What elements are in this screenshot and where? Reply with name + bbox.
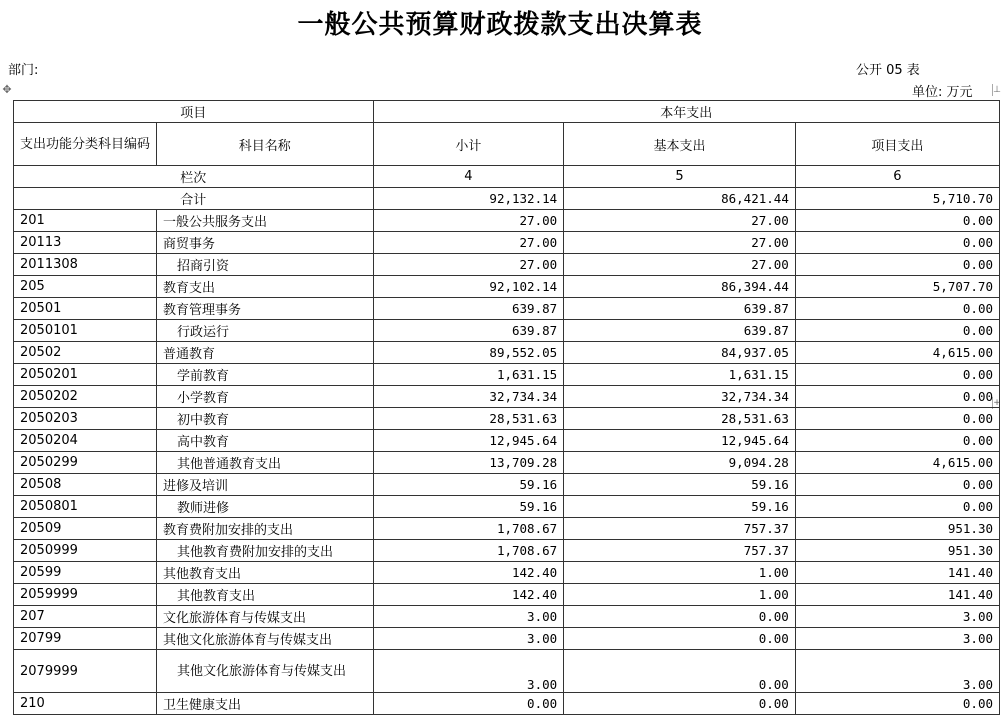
row-project: 0.00 (795, 496, 999, 518)
row-code: 2011308 (14, 254, 157, 276)
expenditure-table (13, 100, 1000, 715)
row-code: 20502 (14, 342, 157, 364)
table-row (14, 210, 1000, 232)
table-row (14, 584, 1000, 606)
row-name: 卫生健康支出 (157, 693, 374, 715)
row-code: 201 (14, 210, 157, 232)
row-project: 5,707.70 (795, 276, 999, 298)
row-code: 20599 (14, 562, 157, 584)
row-basic: 28,531.63 (564, 408, 796, 430)
row-code: 210 (14, 693, 157, 715)
row-name: 高中教育 (157, 430, 374, 452)
row-code: 2079999 (14, 650, 157, 693)
row-basic: 59.16 (564, 496, 796, 518)
row-name: 其他教育费附加安排的支出 (157, 540, 374, 562)
table-row (14, 650, 1000, 693)
row-basic: 1.00 (564, 562, 796, 584)
row-name: 其他教育支出 (157, 584, 374, 606)
row-subtotal: 27.00 (373, 232, 564, 254)
row-project: 3.00 (795, 628, 999, 650)
row-basic: 27.00 (564, 210, 796, 232)
row-subtotal: 13,709.28 (373, 452, 564, 474)
row-subtotal: 1,631.15 (373, 364, 564, 386)
row-basic: 12,945.64 (564, 430, 796, 452)
row-subtotal: 3.00 (373, 650, 564, 693)
table-row (14, 606, 1000, 628)
row-code: 2050201 (14, 364, 157, 386)
row-code: 2050999 (14, 540, 157, 562)
table-row (14, 474, 1000, 496)
row-basic: 1.00 (564, 584, 796, 606)
row-subtotal: 12,945.64 (373, 430, 564, 452)
row-project: 0.00 (795, 210, 999, 232)
row-basic: 84,937.05 (564, 342, 796, 364)
row-code: 205 (14, 276, 157, 298)
column-index-6: 6 (795, 166, 999, 188)
row-code: 2050101 (14, 320, 157, 342)
row-name: 其他文化旅游体育与传媒支出 (157, 628, 374, 650)
header-subtotal: 小计 (373, 123, 564, 166)
table-row (14, 320, 1000, 342)
total-basic: 86,421.44 (564, 188, 796, 210)
row-name: 一般公共服务支出 (157, 210, 374, 232)
row-basic: 0.00 (564, 650, 796, 693)
row-name: 小学教育 (157, 386, 374, 408)
row-project: 0.00 (795, 474, 999, 496)
row-code: 2050299 (14, 452, 157, 474)
row-basic: 27.00 (564, 232, 796, 254)
row-project: 0.00 (795, 430, 999, 452)
row-project: 141.40 (795, 584, 999, 606)
row-project: 0.00 (795, 364, 999, 386)
total-label: 合计 (14, 188, 374, 210)
row-basic: 9,094.28 (564, 452, 796, 474)
row-name: 教育费附加安排的支出 (157, 518, 374, 540)
row-project: 0.00 (795, 408, 999, 430)
row-project: 3.00 (795, 606, 999, 628)
table-row (14, 276, 1000, 298)
row-basic: 639.87 (564, 320, 796, 342)
total-project: 5,710.70 (795, 188, 999, 210)
row-name: 文化旅游体育与传媒支出 (157, 606, 374, 628)
row-name: 行政运行 (157, 320, 374, 342)
total-row (14, 188, 1000, 210)
row-name: 普通教育 (157, 342, 374, 364)
row-name: 教师进修 (157, 496, 374, 518)
row-name: 教育支出 (157, 276, 374, 298)
header-basic: 基本支出 (564, 123, 796, 166)
row-code: 2050202 (14, 386, 157, 408)
row-subtotal: 3.00 (373, 606, 564, 628)
table-row (14, 232, 1000, 254)
row-basic: 757.37 (564, 518, 796, 540)
row-basic: 0.00 (564, 606, 796, 628)
edge-marker-icon: + (993, 398, 1001, 408)
total-subtotal: 92,132.14 (373, 188, 564, 210)
row-subtotal: 142.40 (373, 584, 564, 606)
row-project: 4,615.00 (795, 452, 999, 474)
row-subtotal: 59.16 (373, 496, 564, 518)
header-row (14, 101, 1000, 123)
table-row (14, 430, 1000, 452)
row-code: 20113 (14, 232, 157, 254)
header-code: 支出功能分类科目编码 (14, 123, 157, 166)
table-row (14, 408, 1000, 430)
table-row (14, 298, 1000, 320)
header-row (14, 123, 1000, 166)
row-subtotal: 27.00 (373, 210, 564, 232)
table-row (14, 693, 1000, 715)
row-name: 商贸事务 (157, 232, 374, 254)
row-basic: 1,631.15 (564, 364, 796, 386)
table-row (14, 386, 1000, 408)
header-project: 项目 (14, 101, 374, 123)
unit-label: 单位: 万元 (912, 85, 973, 100)
row-code: 2050801 (14, 496, 157, 518)
table-row (14, 342, 1000, 364)
row-basic: 86,394.44 (564, 276, 796, 298)
header-project-expense: 项目支出 (795, 123, 999, 166)
row-subtotal: 1,708.67 (373, 518, 564, 540)
row-subtotal: 92,102.14 (373, 276, 564, 298)
row-project: 0.00 (795, 386, 999, 408)
row-code: 20508 (14, 474, 157, 496)
row-project: 141.40 (795, 562, 999, 584)
edge-marker-icon: ⊥ (993, 85, 1001, 95)
row-project: 0.00 (795, 254, 999, 276)
header-name: 科目名称 (157, 123, 374, 166)
table-row (14, 628, 1000, 650)
row-project: 3.00 (795, 650, 999, 693)
row-subtotal: 3.00 (373, 628, 564, 650)
row-basic: 0.00 (564, 693, 796, 715)
report-title: 一般公共预算财政拨款支出决算表 (297, 10, 703, 40)
row-name: 初中教育 (157, 408, 374, 430)
row-subtotal: 89,552.05 (373, 342, 564, 364)
row-subtotal: 639.87 (373, 298, 564, 320)
row-subtotal: 32,734.34 (373, 386, 564, 408)
table-row (14, 540, 1000, 562)
row-basic: 27.00 (564, 254, 796, 276)
row-subtotal: 1,708.67 (373, 540, 564, 562)
row-code: 207 (14, 606, 157, 628)
column-index-label: 栏次 (14, 166, 374, 188)
row-subtotal: 59.16 (373, 474, 564, 496)
row-code: 20501 (14, 298, 157, 320)
row-project: 4,615.00 (795, 342, 999, 364)
row-subtotal: 27.00 (373, 254, 564, 276)
table-row (14, 496, 1000, 518)
row-basic: 0.00 (564, 628, 796, 650)
row-name: 招商引资 (157, 254, 374, 276)
column-index-row (14, 166, 1000, 188)
department-label: 部门: (8, 63, 39, 78)
row-project: 0.00 (795, 320, 999, 342)
row-code: 20799 (14, 628, 157, 650)
row-project: 0.00 (795, 298, 999, 320)
header-current-year: 本年支出 (373, 101, 999, 123)
row-basic: 757.37 (564, 540, 796, 562)
row-name: 其他文化旅游体育与传媒支出 (157, 650, 374, 693)
row-name: 教育管理事务 (157, 298, 374, 320)
row-name: 学前教育 (157, 364, 374, 386)
row-name: 进修及培训 (157, 474, 374, 496)
column-index-4: 4 (373, 166, 564, 188)
row-code: 2050203 (14, 408, 157, 430)
row-project: 0.00 (795, 232, 999, 254)
row-basic: 59.16 (564, 474, 796, 496)
table-row (14, 452, 1000, 474)
row-project: 951.30 (795, 540, 999, 562)
row-basic: 639.87 (564, 298, 796, 320)
table-row (14, 518, 1000, 540)
row-name: 其他普通教育支出 (157, 452, 374, 474)
table-row (14, 254, 1000, 276)
row-subtotal: 28,531.63 (373, 408, 564, 430)
row-code: 2050204 (14, 430, 157, 452)
row-subtotal: 142.40 (373, 562, 564, 584)
row-basic: 32,734.34 (564, 386, 796, 408)
row-project: 951.30 (795, 518, 999, 540)
table-move-handle-icon[interactable]: ✥ (2, 83, 12, 96)
row-subtotal: 639.87 (373, 320, 564, 342)
column-index-5: 5 (564, 166, 796, 188)
row-subtotal: 0.00 (373, 693, 564, 715)
row-name: 其他教育支出 (157, 562, 374, 584)
table-row (14, 562, 1000, 584)
form-number: 公开 05 表 (856, 63, 920, 78)
row-code: 20509 (14, 518, 157, 540)
row-code: 2059999 (14, 584, 157, 606)
table-row (14, 364, 1000, 386)
row-project: 0.00 (795, 693, 999, 715)
